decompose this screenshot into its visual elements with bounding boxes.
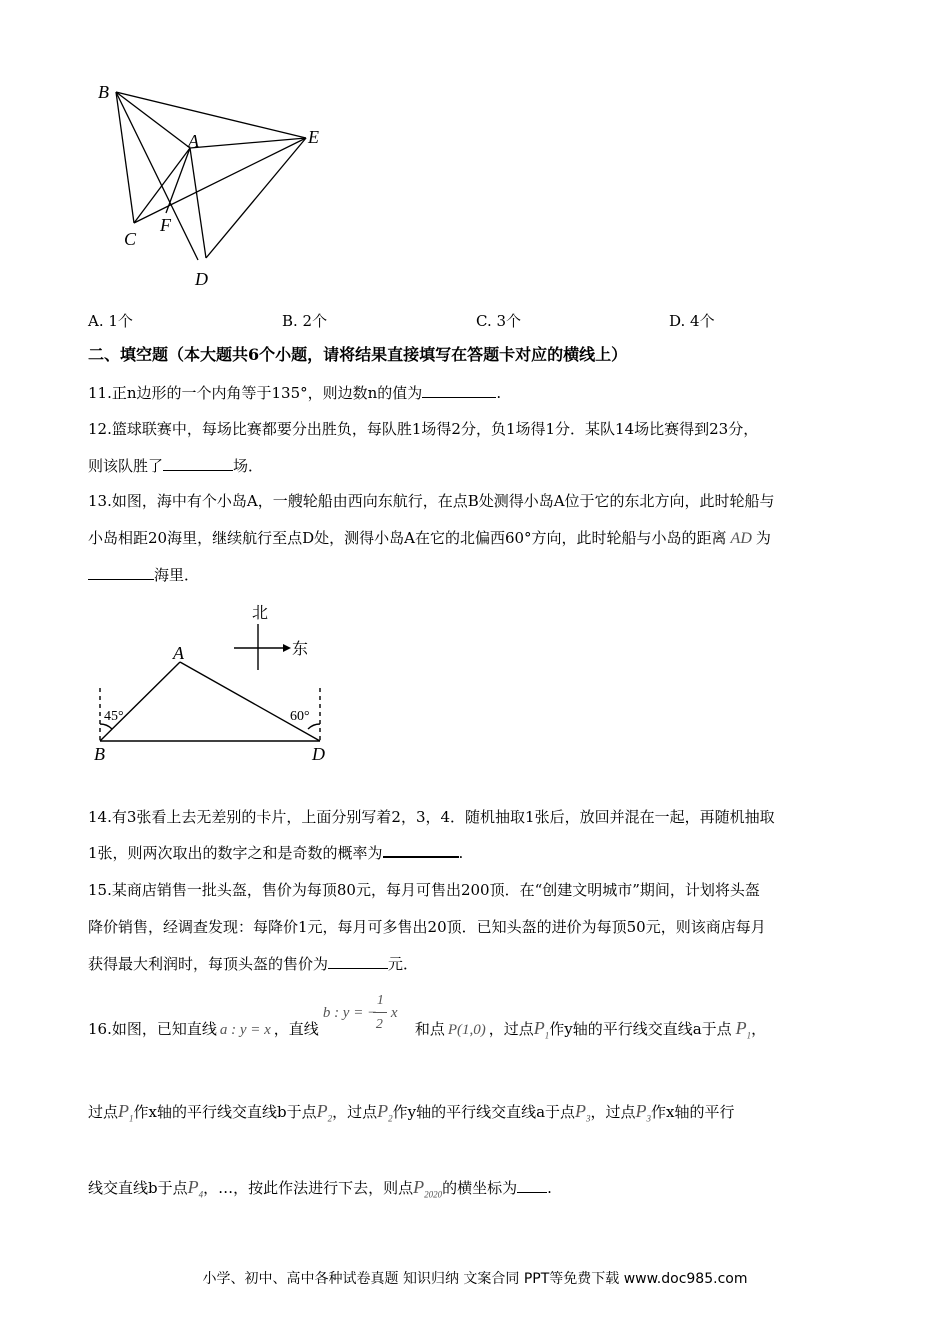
q16-l1-d: ，过点 [488, 1020, 534, 1038]
q16-math-b-x: x [390, 1005, 398, 1021]
p-letter: P [377, 1101, 389, 1121]
q13-blank [88, 565, 154, 580]
p-subscript: 2020 [424, 1189, 443, 1200]
q16-math-line-b [319, 993, 415, 1034]
q16-p1-b [735, 1018, 752, 1041]
q16-l2-b: 作x轴的平行线交直线b于点 [133, 1103, 317, 1121]
geometry-figure-1 [88, 75, 348, 290]
question-13-line-2 [88, 527, 771, 550]
q12-text: 则该队胜了 [88, 457, 164, 475]
label-east: 东 [292, 641, 309, 658]
q16-l2-a: 过点 [88, 1103, 119, 1121]
navigation-figure-2 [88, 598, 338, 773]
p-subscript: 1 [129, 1113, 134, 1124]
angle-arc-b [100, 724, 112, 729]
angle-arc-d [308, 724, 320, 729]
q16-p2-a [316, 1101, 333, 1124]
q12-blank [163, 456, 233, 471]
q16-l3-d: . [547, 1179, 552, 1197]
q13-end: 海里． [154, 566, 200, 584]
label-d: D [312, 744, 325, 764]
q16-math-b-left: b : y = − [322, 1005, 378, 1021]
q16-frac-bar [373, 1012, 387, 1013]
option-c: C. 3个 [476, 312, 522, 330]
line-ba [100, 662, 180, 741]
question-15-line-1: 15.某商店销售一批头盔，售价为每顶80元，每月可售出200顶．在“创建文明城市”期间，计划将头盔 [88, 881, 760, 899]
question-12-line-2 [88, 455, 263, 477]
q16-blank [517, 1178, 547, 1193]
q13-text-2b: 为 [755, 529, 771, 547]
question-12-line-1: 12.篮球联赛中，每场比赛都要分出胜负，每队胜1场得2分，负1场得1分．某队14场比赛得到23分， [88, 420, 759, 438]
q14-text: 1张，则两次取出的数字之和是奇数的概率为 [88, 844, 383, 862]
q16-l1-a: 16.如图，已知直线 [88, 1020, 217, 1038]
p-letter: P [735, 1018, 747, 1038]
q15-end: 元． [388, 955, 419, 973]
label-f: F [160, 215, 171, 235]
q16-frac-den: 2 [375, 1017, 383, 1032]
question-13-line-3 [88, 564, 199, 586]
section-2-title: 二、填空题（本大题共6个小题，请将结果直接填写在答题卡对应的横线上） [88, 345, 628, 364]
p-subscript: 1 [746, 1030, 752, 1041]
q16-p4 [187, 1177, 204, 1200]
question-15-line-3 [88, 953, 418, 975]
question-11 [88, 382, 501, 404]
label-d: D [195, 269, 208, 289]
q16-p2-b [377, 1101, 393, 1124]
p-subscript: 2 [388, 1113, 393, 1124]
label-a: A [173, 643, 184, 663]
q11-end: . [496, 384, 502, 402]
label-b: B [98, 82, 109, 102]
q12-end: 场． [233, 457, 264, 475]
p-subscript: 1 [544, 1030, 550, 1041]
p-letter: P [575, 1101, 587, 1121]
q16-math-point-p: P(1,0) [447, 1022, 486, 1038]
q15-blank [328, 954, 388, 969]
q13-math-ad: AD [730, 530, 752, 547]
p-letter: P [635, 1101, 647, 1121]
option-b: B. 2个 [282, 312, 328, 330]
question-16-line-2 [88, 1100, 735, 1130]
label-b: B [94, 744, 105, 764]
q16-l3-a: 线交直线b于点 [88, 1179, 188, 1197]
q15-text: 获得最大利润时，每顶头盔的售价为 [88, 955, 329, 973]
figure-1-lines [116, 92, 306, 260]
angle-label-45: 45° [104, 709, 124, 724]
question-14-line-1: 14.有3张看上去无差别的卡片，上面分别写着2，3，4．随机抽取1张后，放回并混在一起，再随机抽取 [88, 808, 775, 826]
label-a: A [188, 131, 199, 151]
p-letter: P [187, 1177, 199, 1197]
q11-text: 11.正n边形的一个内角等于135°，则边数n的值为 [88, 384, 423, 402]
q16-frac-num: 1 [376, 993, 384, 1008]
q16-l1-f: ， [751, 1020, 767, 1038]
p-letter: P [533, 1018, 545, 1038]
p-subscript: 2 [327, 1113, 333, 1124]
p-subscript: 3 [646, 1113, 652, 1124]
p-letter: P [316, 1101, 328, 1121]
line-ad [180, 662, 320, 741]
q16-p1-c [118, 1101, 134, 1124]
q16-l1-e: 作y轴的平行线交直线a于点 [549, 1020, 732, 1038]
p-subscript: 4 [198, 1189, 204, 1200]
q16-l1-c: 和点 [414, 1020, 445, 1038]
q13-text-2: 小岛相距20海里，继续航行至点D处，测得小岛A在它的北偏西60°方向，此时轮船与小岛的距离 [88, 529, 727, 547]
q16-l2-f: 作x轴的平行 [651, 1103, 735, 1121]
label-e: E [308, 127, 319, 147]
question-16-line-3 [88, 1176, 552, 1206]
question-13-line-1: 13.如图，海中有个小岛A，一艘轮船由西向东航行，在点B处测得小岛A位于它的东北方向，此时轮船与 [88, 492, 775, 510]
question-14-line-2 [88, 842, 463, 864]
label-north: 北 [252, 605, 269, 622]
q16-math-line-a: a : y = x [219, 1022, 271, 1038]
p-subscript: 3 [586, 1113, 591, 1124]
q16-p3-b [635, 1101, 652, 1124]
q14-end: . [458, 844, 464, 862]
east-arrow-icon [283, 644, 291, 652]
q14-blank [383, 842, 459, 858]
q11-blank [422, 383, 496, 398]
label-c: C [124, 229, 137, 249]
q16-l3-b: ，…，按此作法进行下去，则点 [203, 1179, 414, 1197]
q16-l2-d: 作y轴的平行线交直线a于点 [392, 1103, 576, 1121]
angle-label-60: 60° [290, 709, 310, 724]
question-16-line-1 [88, 993, 767, 1047]
q16-l2-e: ，过点 [590, 1103, 636, 1121]
question-15-line-2: 降价销售，经调查发现：每降价1元，每月可多售出20顶．已知头盔的进价为每顶50元，则该商店每月 [88, 918, 766, 936]
q16-l1-b: ，直线 [273, 1020, 319, 1038]
p-letter: P [413, 1177, 425, 1197]
q16-p1-a [533, 1018, 550, 1041]
q16-p3-a [575, 1101, 591, 1124]
option-d: D. 4个 [669, 312, 715, 330]
q16-p2020 [413, 1177, 443, 1200]
option-a: A. 1个 [88, 312, 133, 330]
p-letter: P [118, 1101, 130, 1121]
q16-l3-c: 的横坐标为 [442, 1179, 518, 1197]
footer-text: 小学、初中、高中各种试卷真题 知识归纳 文案合同 PPT等免费下载 www.doc985.com [202, 1271, 748, 1287]
q16-l2-c: ，过点 [332, 1103, 378, 1121]
